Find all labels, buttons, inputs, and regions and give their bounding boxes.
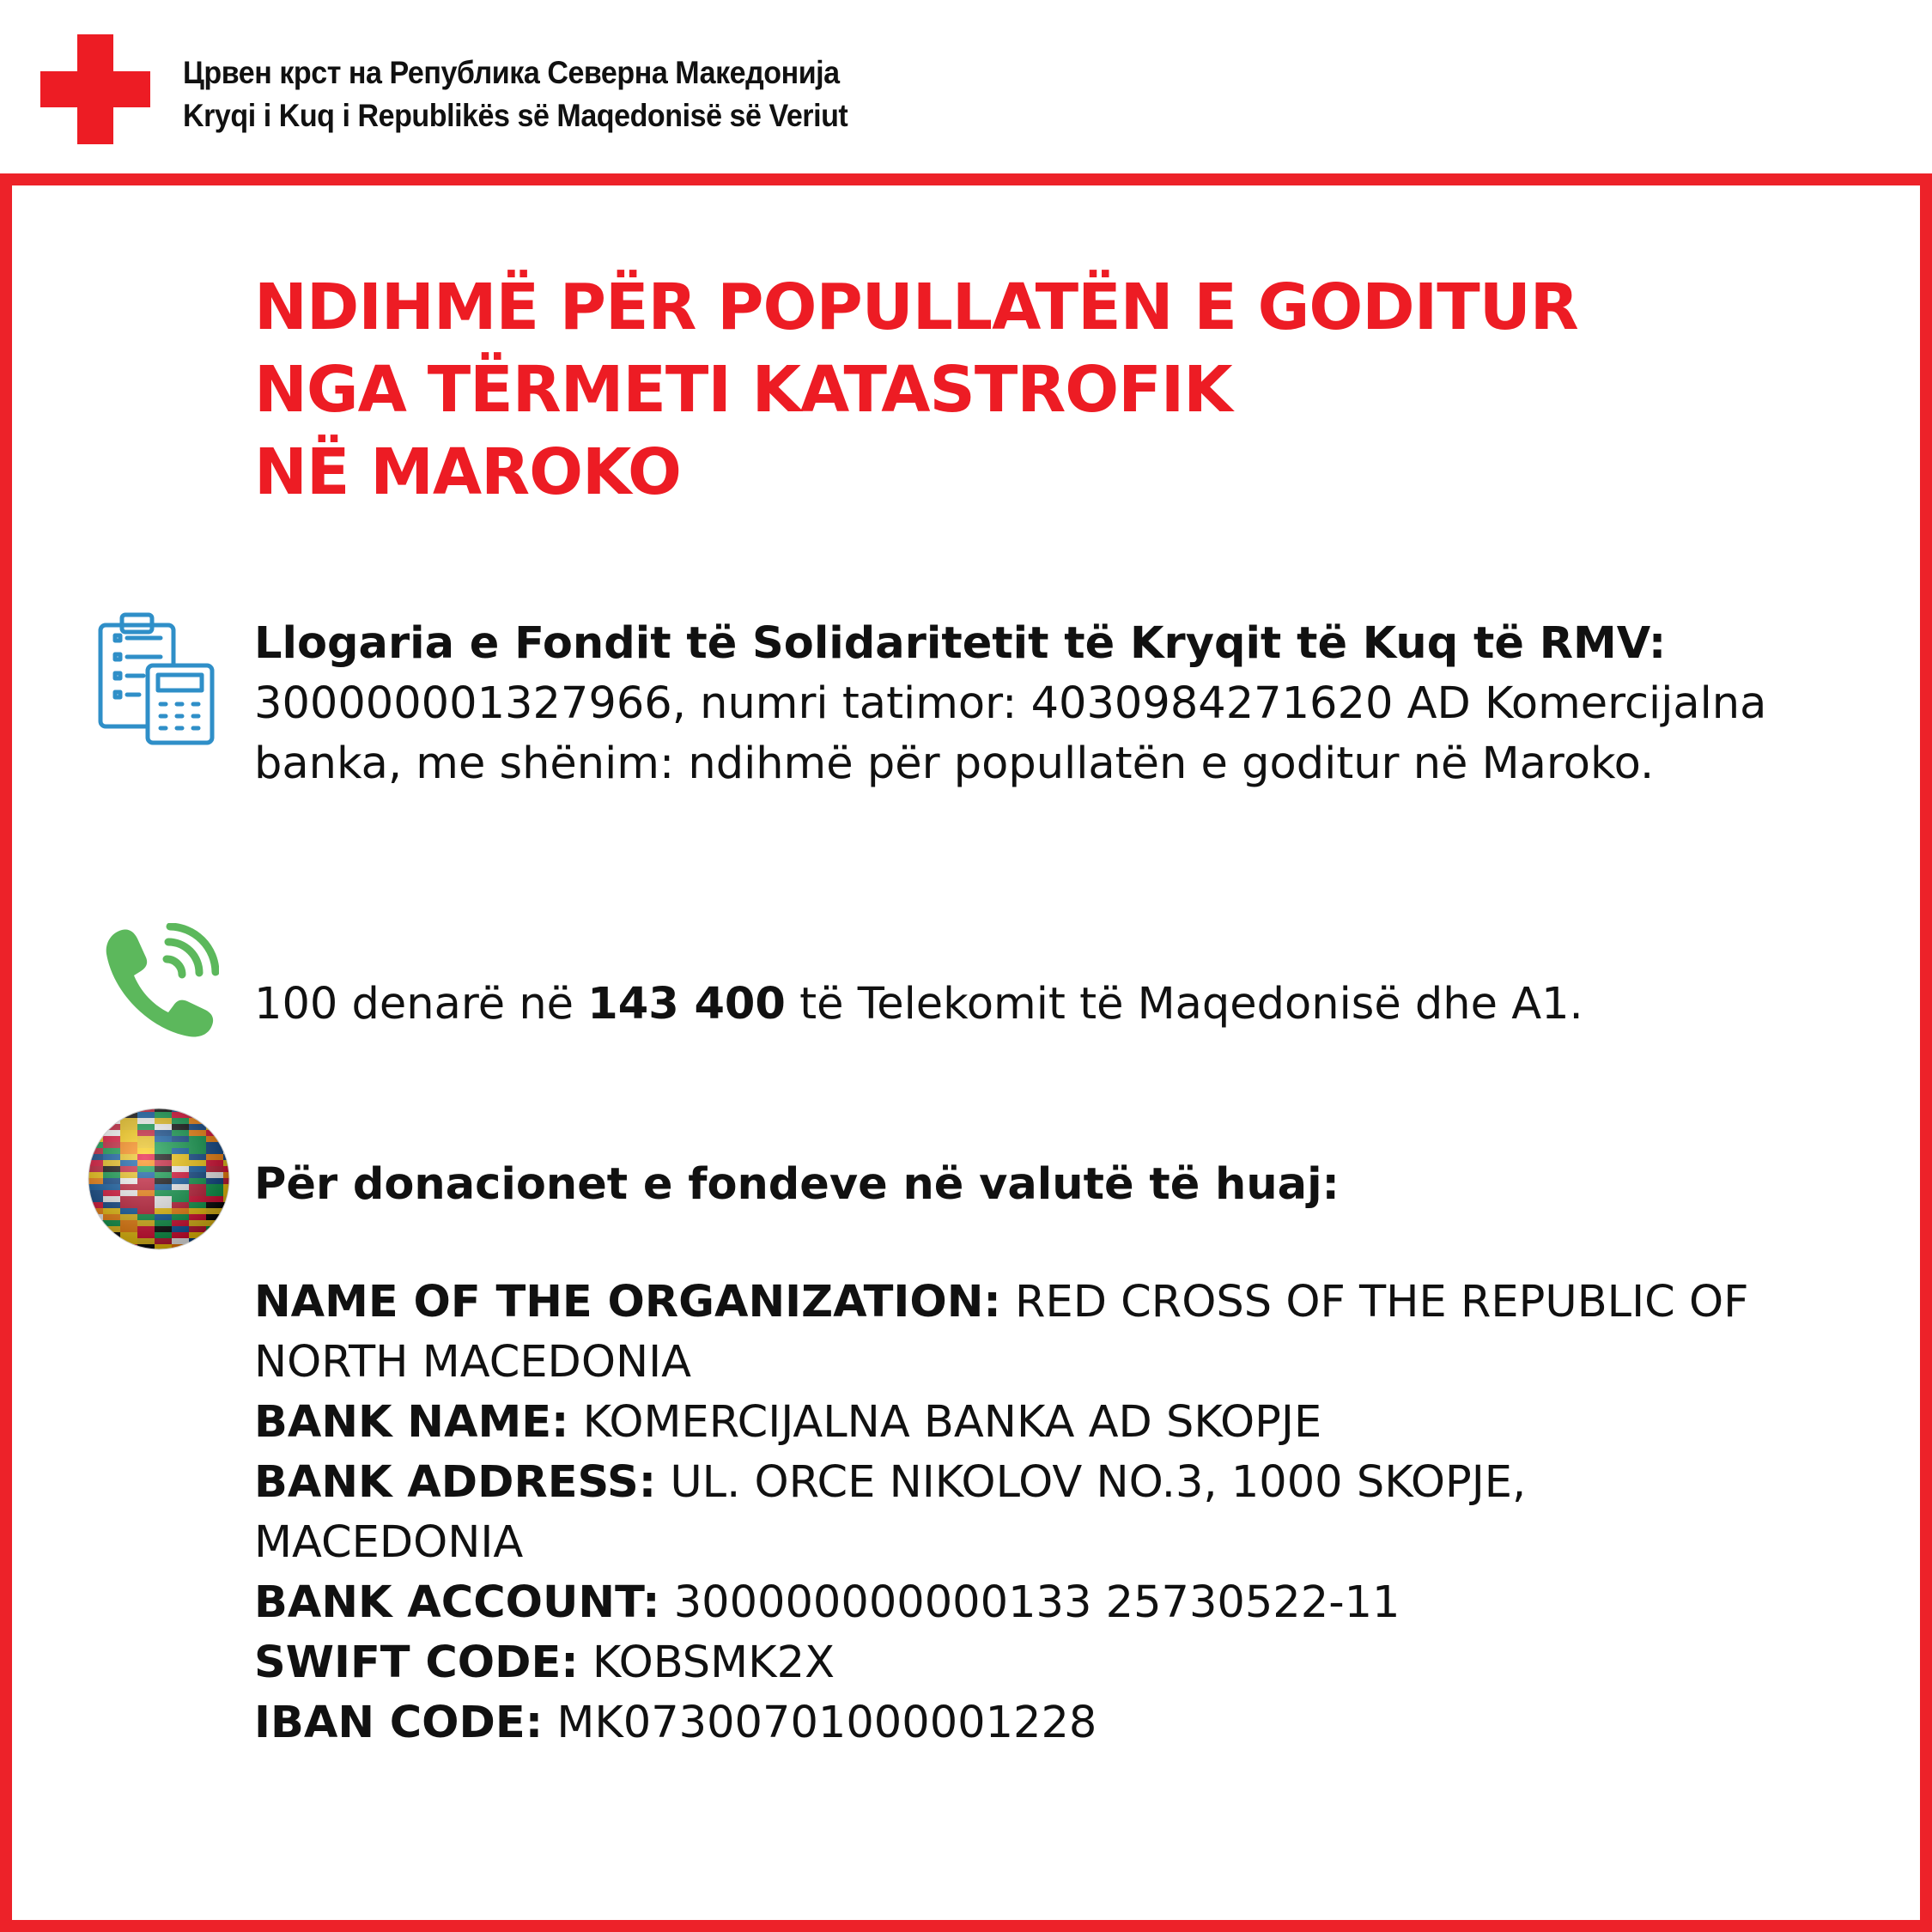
detail-value: 300000000000133 25730522-11 [659,1577,1400,1628]
detail-row-bank-account [254,1573,1800,1633]
detail-value: KOBSMK2X [578,1637,835,1688]
detail-row-organization [254,1273,1800,1393]
account-text: 300000001327966, numri tatimor: 4030984271620 AD Komercijalna banka, me shënim: ndihmë për popullatën e goditur në Maroko. [254,678,1767,789]
title-line-2: NGA TËRMETI KATASTROFIK [254,353,1232,427]
foreign-currency-heading: Për donacionet e fondeve në valutë të huaj: [254,1159,1340,1210]
sms-number: 143 400 [587,979,786,1030]
detail-value: UL. ORCE NIKOLOV NO.3, 1000 SKOPJE, MACEDONIA [254,1457,1527,1568]
detail-label: IBAN CODE: [254,1698,544,1748]
detail-label: NAME OF THE ORGANIZATION: [254,1277,1001,1327]
org-name-macedonian: Црвен крст на Република Северна Македонија [183,55,840,90]
org-name-albanian: Kryqi i Kuq i Republikës së Maqedonisë së Veriut [183,98,848,133]
detail-value: RED CROSS OF THE REPUBLIC OF NORTH MACEDONIA [254,1277,1749,1388]
detail-label: BANK ACCOUNT: [254,1577,660,1628]
sms-prefix: 100 denarë në [254,979,588,1030]
clipboard-calculator-icon [96,610,216,747]
phone-call-icon [103,923,219,1039]
detail-row-swift-code [254,1633,1800,1693]
title-line-1: NDIHMË PËR POPULLATËN E GODITUR [254,270,1578,344]
organization-name [183,52,848,137]
solidarity-fund-account [254,614,1783,794]
detail-label: BANK ADDRESS: [254,1457,657,1508]
detail-row-bank-name [254,1393,1800,1453]
detail-value: KOMERCIJALNA BANKA AD SKOPJE [568,1397,1322,1448]
bank-details [254,1273,1800,1753]
header [0,0,1932,172]
sms-suffix: të Telekomit të Maqedonisë dhe A1. [785,979,1583,1030]
detail-label: BANK NAME: [254,1397,569,1448]
detail-value: MK07300701000001228 [543,1698,1097,1748]
detail-row-iban-code [254,1693,1800,1753]
title-line-3: NË MAROKO [254,435,681,509]
page-title [254,266,1578,513]
account-heading: Llogaria e Fondit të Solidaritetit të Kryqit të Kuq të RMV: [254,618,1667,669]
detail-row-bank-address [254,1453,1800,1573]
flags-globe-icon [86,1106,232,1252]
red-cross-logo [40,34,150,144]
sms-donation [254,975,1583,1035]
detail-label: SWIFT CODE: [254,1637,579,1688]
